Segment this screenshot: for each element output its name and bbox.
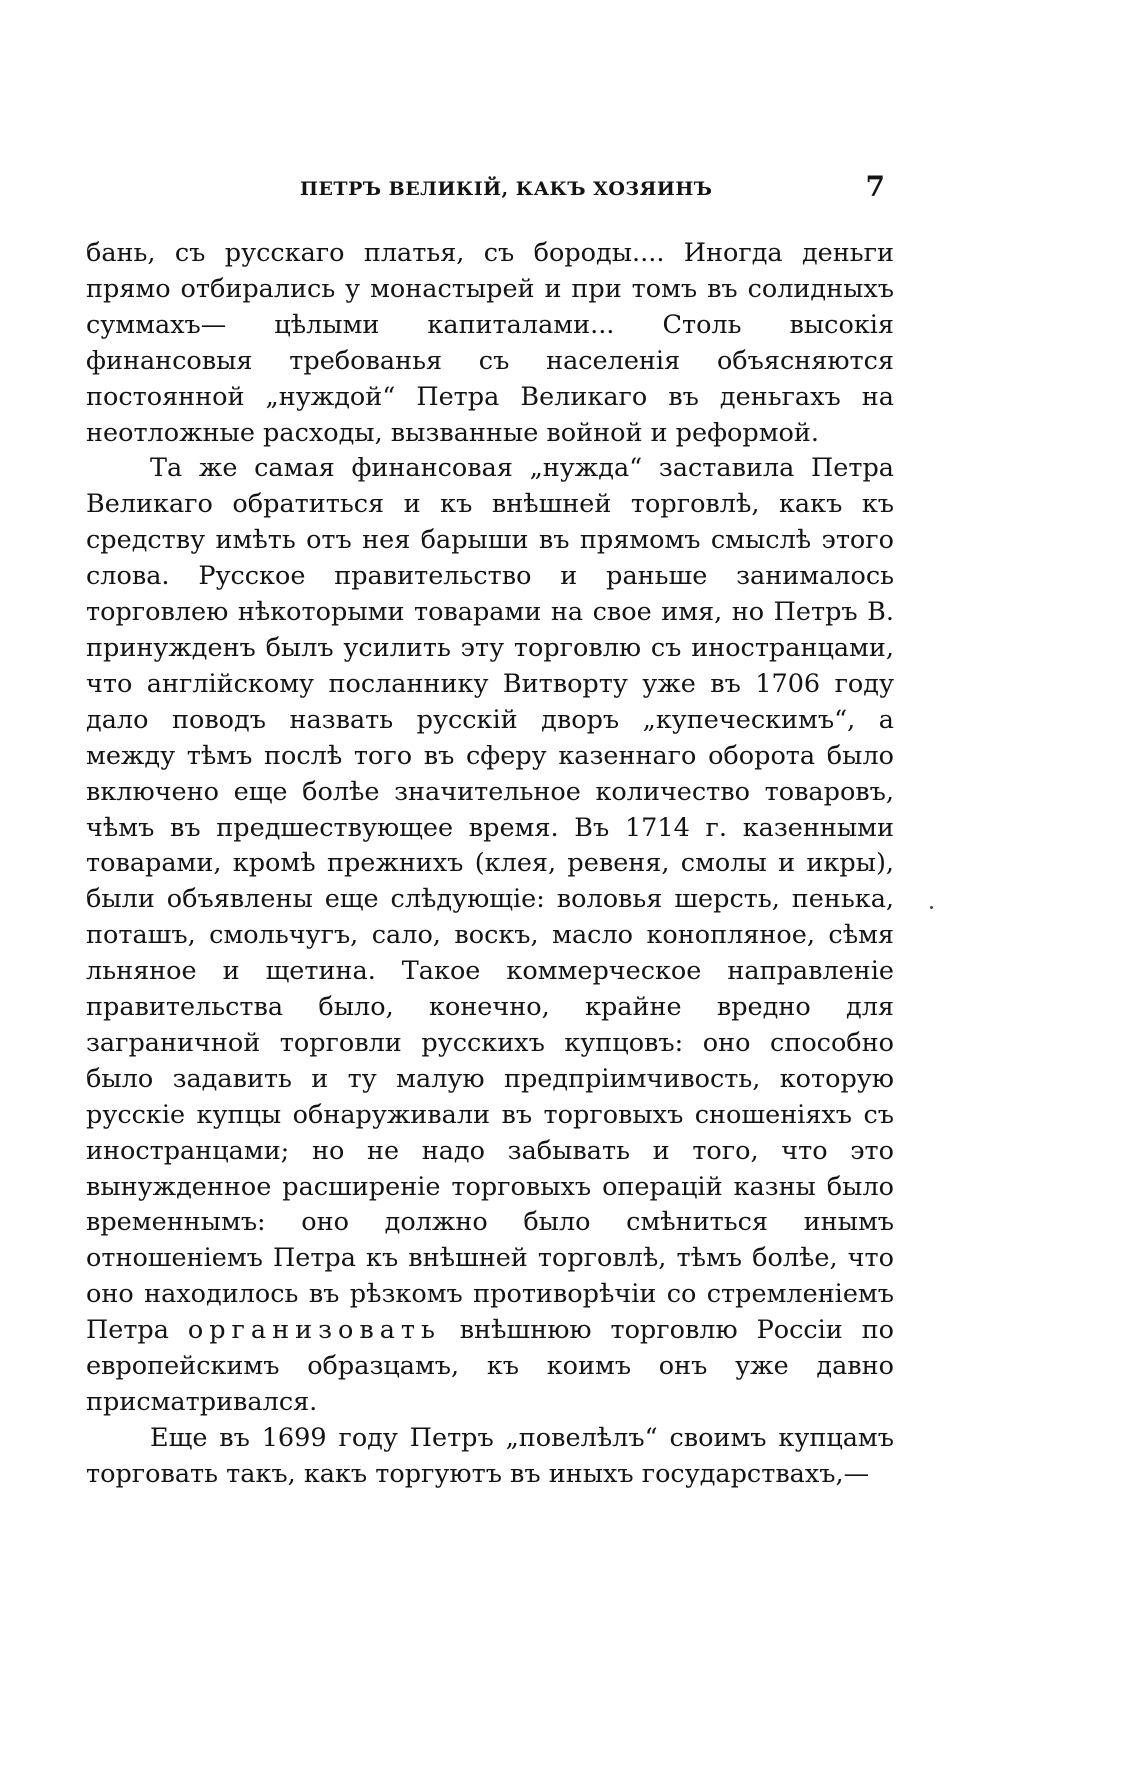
paragraph-2-text: Та же самая финансовая „нужда“ заставила Петра Великаго обратиться и къ внѣшней торговлѣ, какъ къ средству имѣть отъ нея барыши въ прямомъ смыслѣ этого слова. Русское правительство и раньше занималось торговлею нѣкоторыми товарами на свое имя, но Петръ В. принужденъ былъ усилить эту торговлю съ иностранцами, что англійскому посланнику Витворту уже въ 1706 году дало поводъ назвать русскій дворъ „купеческимъ“, а между тѣмъ послѣ того въ сферу казеннаго оборота было включено еще болѣе значительное количество товаровъ, чѣмъ въ предшествующее время. Въ 1714 г. казенными товарами, кромѣ прежнихъ (клея, ревеня, смолы и икры), были объявлены еще слѣдующіе: воловья шерсть, пенька, поташъ, смольчугъ, сало, воскъ, масло конопляное, сѣмя льняное и щетина. Такое коммерческое направленіе правительства было, конечно, крайне вредно для заграничной торговли русскихъ купцовъ: оно способно было задавить и ту малую предпріимчивость, которую русскіе купцы обнаруживали въ торговыхъ сношеніяхъ съ иностранцами; но не надо забывать и того, что это вынужденное расширеніе торговыхъ операцій казны было временнымъ: оно должно было смѣниться инымъ отношеніемъ Петра къ внѣшней торговлѣ, тѣмъ болѣе, что оно находилось въ рѣзкомъ противорѣчіи со стремленіемъ Петра [86,453,894,1346]
body-text [86,236,894,1493]
spaced-emphasis: организовать [187,1315,441,1346]
page-header [300,170,885,210]
page-number: 7 [865,170,885,203]
margin-speck [930,906,933,909]
paragraph-1-text: бань, съ русскаго платья, съ бороды.... Иногда деньги прямо отбирались у монастырей и при томъ въ солидныхъ суммахъ— цѣлыми капиталами... Столь высокія финансовыя требованья съ населенія объясняются постоянной „нуждой“ Петра Великаго въ деньгахъ на неотложные расходы, вызванные войной и реформой. [86,238,894,448]
paragraph-1 [86,236,894,451]
paragraph-3 [86,1421,894,1493]
paragraph-3-text: Еще въ 1699 году Петръ „повелѣлъ“ своимъ купцамъ торговать такъ, какъ торгуютъ въ иныхъ государствахъ,— [86,1422,894,1489]
paragraph-2-text-after: внѣшнюю торговлю Россіи по европейскимъ образцамъ, къ коимъ онъ уже давно присматривался. [86,1315,895,1417]
running-head: ПЕТРЪ ВЕЛИКІЙ, КАКЪ ХОЗЯИНЪ [300,178,713,200]
paragraph-2 [86,451,894,1420]
